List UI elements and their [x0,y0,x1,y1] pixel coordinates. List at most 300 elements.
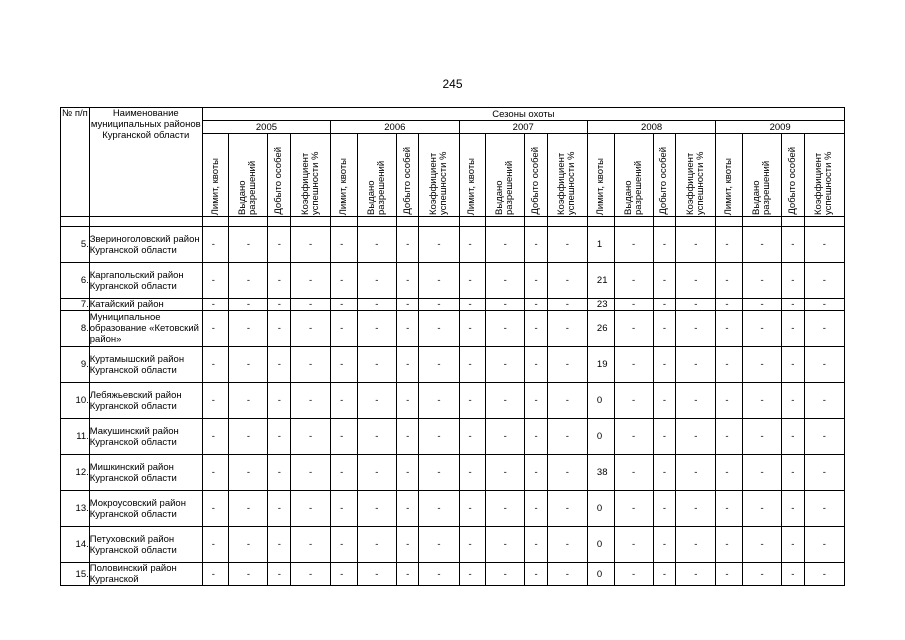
district-name: Каргапольский район Курганской области [89,263,202,299]
value-cell: - [419,563,459,586]
value-cell: - [268,491,291,527]
value-cell: - [486,299,525,311]
value-cell: - [525,563,548,586]
value-cell: - [268,263,291,299]
value-cell: 1 [587,227,614,263]
district-name: Макушинский район Курганской области [89,419,202,455]
value-cell: - [525,527,548,563]
header-name: Наименование муниципальных районов Курганской области [89,108,202,217]
value-cell: - [229,263,268,299]
value-cell: - [202,563,229,586]
value-cell: - [202,311,229,347]
value-cell: - [331,383,358,419]
value-cell: - [525,419,548,455]
value-cell: - [804,491,844,527]
subcolumn-label: Лимит, квоты [594,157,606,215]
value-cell: - [229,299,268,311]
value-cell: 0 [587,383,614,419]
value-cell: - [676,347,716,383]
value-cell: - [547,263,587,299]
table-row [61,527,845,563]
row-number: 8. [61,311,90,347]
value-cell: - [419,263,459,299]
value-cell: - [229,563,268,586]
value-cell: - [653,347,676,383]
table-row [61,227,845,263]
value-cell: - [396,227,419,263]
value-cell: 19 [587,347,614,383]
value-cell: - [653,263,676,299]
row-number: 9. [61,347,90,383]
header-success-rate [676,134,716,217]
value-cell: - [202,347,229,383]
value-cell: - [486,263,525,299]
value-cell: - [782,311,805,347]
district-name: Петуховский район Курганской области [89,527,202,563]
value-cell: - [291,527,331,563]
value-cell: - [357,455,396,491]
value-cell: - [291,347,331,383]
value-cell: - [357,383,396,419]
value-cell: - [547,227,587,263]
value-cell: - [743,455,782,491]
header-harvest [396,134,419,217]
value-cell: - [331,527,358,563]
value-cell: - [804,419,844,455]
value-cell: - [486,419,525,455]
district-name: Катайский район [89,299,202,311]
value-cell: - [614,263,653,299]
value-cell: - [229,227,268,263]
subcolumn-label: Коэффициент успешности % [684,151,706,215]
district-name: Половинский район Курганской [89,563,202,586]
value-cell: - [804,299,844,311]
value-cell: - [291,491,331,527]
value-cell: - [525,227,548,263]
value-cell: - [782,491,805,527]
header-year: 2005 [202,121,330,134]
value-cell: - [676,227,716,263]
value-cell: - [676,563,716,586]
header-seasons: Сезоны охоты [202,108,844,121]
value-cell: - [782,263,805,299]
value-cell: - [268,227,291,263]
value-cell: - [547,311,587,347]
value-cell: - [357,227,396,263]
value-cell: - [291,227,331,263]
value-cell: - [331,419,358,455]
value-cell: - [459,383,486,419]
value-cell: - [653,491,676,527]
value-cell: - [525,299,548,311]
value-cell: - [547,527,587,563]
value-cell: - [525,311,548,347]
value-cell: - [229,383,268,419]
value-cell: - [486,455,525,491]
value-cell: - [716,347,743,383]
value-cell: - [229,311,268,347]
value-cell: - [486,311,525,347]
hunting-limits-table [60,107,845,586]
value-cell: - [357,311,396,347]
value-cell: - [419,311,459,347]
value-cell: - [202,527,229,563]
value-cell: - [614,491,653,527]
value-cell: - [547,383,587,419]
value-cell: - [331,263,358,299]
value-cell: - [459,311,486,347]
row-number: 15. [61,563,90,586]
value-cell: - [676,419,716,455]
value-cell: - [291,563,331,586]
value-cell: - [486,527,525,563]
header-permits [229,134,268,217]
value-cell: - [396,563,419,586]
value-cell: - [743,419,782,455]
subcolumn-label: Выдано разрешений [237,160,259,215]
row-number: 7. [61,299,90,311]
value-cell: - [614,419,653,455]
value-cell: - [459,455,486,491]
header-harvest [653,134,676,217]
value-cell: - [291,311,331,347]
value-cell: - [459,419,486,455]
header-permits [486,134,525,217]
value-cell: - [716,299,743,311]
value-cell: - [268,299,291,311]
value-cell: - [716,455,743,491]
value-cell: - [331,227,358,263]
header-permits [357,134,396,217]
value-cell: - [202,419,229,455]
value-cell: - [331,347,358,383]
value-cell: - [357,347,396,383]
value-cell: - [202,263,229,299]
value-cell: 0 [587,527,614,563]
value-cell: - [419,527,459,563]
value-cell: - [419,383,459,419]
value-cell: - [229,419,268,455]
header-success-rate [547,134,587,217]
subcolumn-label: Коэффициент успешности % [428,151,449,215]
district-name: Лебяжьевский район Курганской области [89,383,202,419]
value-cell: - [716,311,743,347]
value-cell: - [716,263,743,299]
value-cell: - [525,455,548,491]
subcolumn-label: Добыто особей [401,147,413,215]
value-cell: - [743,491,782,527]
value-cell: - [614,347,653,383]
value-cell: - [743,383,782,419]
value-cell: - [459,263,486,299]
value-cell: - [291,383,331,419]
value-cell: - [396,419,419,455]
value-cell: - [525,263,548,299]
value-cell: - [229,491,268,527]
value-cell: - [743,299,782,311]
district-name: Куртамышский район Курганской области [89,347,202,383]
value-cell: - [547,455,587,491]
header-limit [459,134,486,217]
value-cell: - [202,491,229,527]
value-cell: - [547,419,587,455]
value-cell: - [396,347,419,383]
header-limit [716,134,743,217]
value-cell: - [547,299,587,311]
value-cell: - [782,347,805,383]
value-cell: - [357,563,396,586]
value-cell: - [331,299,358,311]
value-cell: - [716,227,743,263]
district-name: Звериноголовский район Курганской области [89,227,202,263]
value-cell: - [396,527,419,563]
header-year: 2008 [587,121,715,134]
value-cell: - [653,563,676,586]
value-cell: - [202,227,229,263]
value-cell: - [716,563,743,586]
value-cell: - [459,299,486,311]
value-cell: - [614,383,653,419]
row-number: 13. [61,491,90,527]
value-cell: - [804,263,844,299]
header-year: 2006 [331,121,459,134]
value-cell: - [525,383,548,419]
value-cell: - [291,455,331,491]
subcolumn-label: Добыто особей [530,147,542,215]
subcolumn-label: Выдано разрешений [365,160,387,215]
value-cell: 0 [587,419,614,455]
row-number: 10. [61,383,90,419]
value-cell: - [419,299,459,311]
value-cell: - [459,491,486,527]
header-limit [331,134,358,217]
table-row [61,383,845,419]
value-cell: - [547,491,587,527]
value-cell: - [804,311,844,347]
value-cell: - [653,383,676,419]
district-name: Муниципальное образование «Кетовский район» [89,311,202,347]
value-cell: - [357,491,396,527]
header-success-rate [804,134,844,217]
value-cell: - [743,563,782,586]
table-row [61,347,845,383]
district-name: Мокроусовский район Курганской области [89,491,202,527]
value-cell: - [653,311,676,347]
value-cell: - [291,299,331,311]
row-number: 6. [61,263,90,299]
value-cell: - [268,311,291,347]
value-cell: - [716,419,743,455]
value-cell: - [614,563,653,586]
table-row [61,311,845,347]
subcolumn-label: Лимит, квоты [337,157,349,215]
table-row [61,419,845,455]
value-cell: - [614,299,653,311]
value-cell: - [331,563,358,586]
value-cell: - [614,311,653,347]
row-number: 11. [61,419,90,455]
value-cell: - [396,491,419,527]
value-cell: 21 [587,263,614,299]
value-cell: - [653,419,676,455]
value-cell: - [331,311,358,347]
value-cell: - [331,491,358,527]
value-cell: - [268,563,291,586]
value-cell: - [486,491,525,527]
value-cell: - [676,491,716,527]
value-cell: - [804,527,844,563]
value-cell: - [547,563,587,586]
value-cell: - [716,527,743,563]
value-cell: - [743,527,782,563]
value-cell: - [653,227,676,263]
value-cell: - [653,527,676,563]
header-permits [743,134,782,217]
value-cell: - [804,383,844,419]
value-cell: - [547,347,587,383]
value-cell: - [525,491,548,527]
value-cell: - [716,383,743,419]
value-cell: 38 [587,455,614,491]
value-cell: - [202,299,229,311]
value-cell: - [357,263,396,299]
value-cell: - [525,347,548,383]
value-cell: - [396,263,419,299]
value-cell: - [459,227,486,263]
value-cell: - [229,347,268,383]
value-cell: - [653,299,676,311]
value-cell: - [782,563,805,586]
value-cell: - [229,455,268,491]
header-harvest [525,134,548,217]
header-success-rate [419,134,459,217]
value-cell: - [782,227,805,263]
value-cell: - [419,455,459,491]
subcolumn-label: Добыто особей [786,147,798,215]
subcolumn-label: Коэффициент успешности % [813,151,835,215]
header-harvest [782,134,805,217]
value-cell: - [804,563,844,586]
value-cell: - [419,491,459,527]
value-cell: - [268,527,291,563]
value-cell: - [268,455,291,491]
value-cell: - [229,527,268,563]
header-limit [202,134,229,217]
value-cell: - [419,227,459,263]
table-row [61,263,845,299]
value-cell: - [716,491,743,527]
header-limit [587,134,614,217]
value-cell: - [782,299,805,311]
value-cell: - [268,347,291,383]
value-cell: 0 [587,491,614,527]
row-number: 14. [61,527,90,563]
subcolumn-label: Коэффициент успешности % [299,151,321,215]
value-cell: - [782,419,805,455]
value-cell: - [331,455,358,491]
value-cell: - [743,347,782,383]
value-cell: - [782,527,805,563]
value-cell: - [396,311,419,347]
value-cell: - [486,383,525,419]
header-year: 2007 [459,121,587,134]
value-cell: - [676,299,716,311]
value-cell: - [676,263,716,299]
value-cell: - [676,455,716,491]
value-cell: - [291,419,331,455]
row-number: 5. [61,227,90,263]
table-row [61,491,845,527]
header-number: № п/п [61,108,90,217]
value-cell: - [486,227,525,263]
value-cell: - [202,455,229,491]
header-harvest [268,134,291,217]
value-cell: - [396,455,419,491]
value-cell: 0 [587,563,614,586]
value-cell: - [419,419,459,455]
value-cell: - [614,527,653,563]
value-cell: - [743,263,782,299]
subcolumn-label: Лимит, квоты [209,157,221,215]
value-cell: - [486,563,525,586]
value-cell: 26 [587,311,614,347]
value-cell: - [268,419,291,455]
value-cell: - [459,527,486,563]
district-name: Мишкинский район Курганской области [89,455,202,491]
subcolumn-label: Добыто особей [658,147,670,215]
value-cell: - [782,455,805,491]
value-cell: - [743,227,782,263]
value-cell: - [396,383,419,419]
subcolumn-label: Выдано разрешений [622,160,644,215]
value-cell: - [804,455,844,491]
value-cell: - [357,527,396,563]
value-cell: - [676,311,716,347]
value-cell: - [291,263,331,299]
subcolumn-label: Лимит, квоты [723,157,735,215]
value-cell: - [743,311,782,347]
header-permits [614,134,653,217]
page-number: 245 [442,77,463,91]
subcolumn-label: Коэффициент успешности % [556,151,578,215]
header-year: 2009 [716,121,845,134]
value-cell: - [486,347,525,383]
value-cell: - [614,227,653,263]
table-row [61,299,845,311]
value-cell: - [459,563,486,586]
row-number: 12. [61,455,90,491]
value-cell: - [419,347,459,383]
value-cell: - [357,419,396,455]
value-cell: - [782,383,805,419]
value-cell: - [653,455,676,491]
value-cell: - [202,383,229,419]
subcolumn-label: Выдано разрешений [751,160,773,215]
value-cell: - [396,299,419,311]
value-cell: - [268,383,291,419]
subcolumn-label: Лимит, квоты [466,157,478,215]
value-cell: - [804,347,844,383]
table-row [61,455,845,491]
value-cell: - [676,383,716,419]
header-success-rate [291,134,331,217]
value-cell: - [804,227,844,263]
value-cell: - [459,347,486,383]
table-row [61,563,845,586]
spacer-row [61,217,845,227]
value-cell: - [614,455,653,491]
value-cell: - [357,299,396,311]
